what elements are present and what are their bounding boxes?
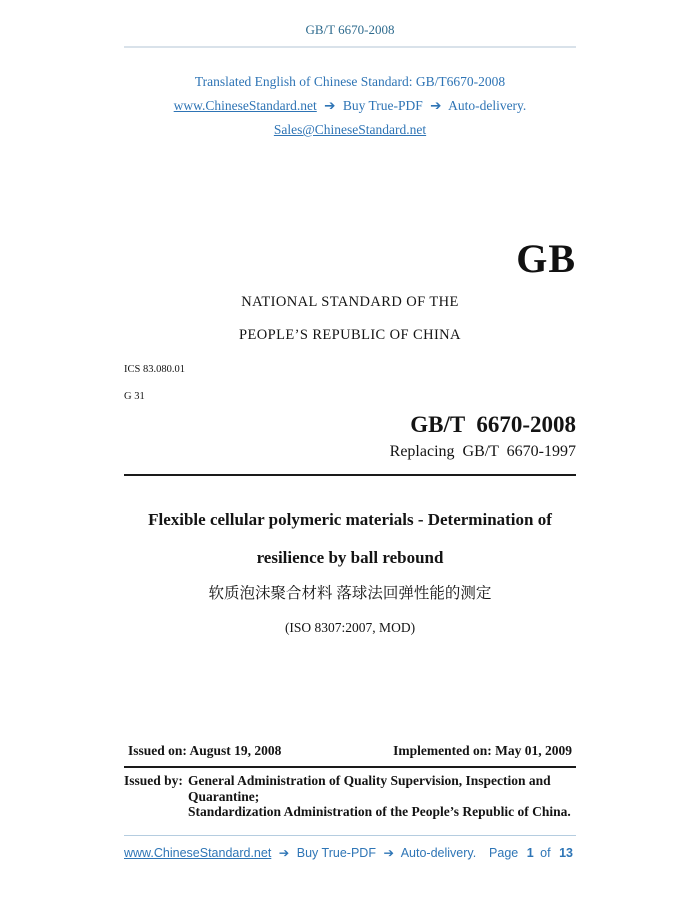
footer-auto-delivery-text: Auto-delivery. [400,845,477,860]
title-english-line2: resilience by ball rebound [256,548,444,567]
footer-divider [124,835,576,836]
right-arrow-icon: ➔ [430,98,442,113]
org-line-2: PEOPLE’S REPUBLIC OF CHINA [239,327,461,343]
page-label: Page [489,845,519,860]
issuer-line: General Administration of Quality Supervision, Inspection and [188,773,551,788]
issued-by-label: Issued by: [124,773,183,788]
footer-site-link[interactable]: www.ChineseStandard.net [124,845,272,860]
issuance-dates-row [124,742,576,768]
gb-logo: GB [516,236,576,281]
page-footer [124,845,576,861]
site-link[interactable]: www.ChineseStandard.net [173,98,317,113]
email-line [124,118,576,142]
ics-code: ICS 83.080.01 [124,364,185,375]
page-content [124,0,576,861]
class-code: G 31 [124,391,145,402]
implemented-on-date: Implemented on: May 01, 2009 [393,743,572,758]
translated-header-block [124,70,576,142]
header-doc-number: GB/T 6670-2008 [305,22,395,37]
standard-divider [124,474,576,476]
footer-nav-line [124,845,476,861]
issuer-lines [188,773,571,820]
header-divider [124,46,576,48]
buy-pdf-text: Buy True-PDF [342,98,423,113]
standard-number: GB/T 6670-2008 [410,412,576,437]
right-arrow-icon: ➔ [324,98,336,113]
translated-line: Translated English of Chinese Standard: GB/T6670-2008 [194,74,506,89]
right-arrow-icon: ➔ [383,845,394,860]
of-label: of [540,845,551,860]
issued-on-date: Issued on: August 19, 2008 [128,743,282,758]
page-current: 1 [526,845,534,860]
right-arrow-icon: ➔ [278,845,290,860]
replacing-note: Replacing GB/T 6670-1997 [389,443,576,460]
page-total: 13 [559,845,573,860]
header-nav-line [124,94,576,118]
org-line-1: NATIONAL STANDARD OF THE [241,294,459,310]
iso-reference: (ISO 8307:2007, MOD) [284,620,416,635]
issuer-line: Standardization Administration of the People’s Republic of China. [188,804,571,819]
issued-by-block [124,773,576,820]
sales-email-link[interactable]: Sales@ChineseStandard.net [273,122,427,137]
footer-buy-pdf-text: Buy True-PDF [296,845,376,860]
title-chinese: 软质泡沫聚合材料 落球法回弹性能的测定 [208,585,492,602]
auto-delivery-text: Auto-delivery. [448,98,527,113]
issuer-line: Quarantine; [188,788,260,804]
title-english-line1: Flexible cellular polymeric materials - Determination of [148,510,552,529]
page-indicator [489,845,576,861]
